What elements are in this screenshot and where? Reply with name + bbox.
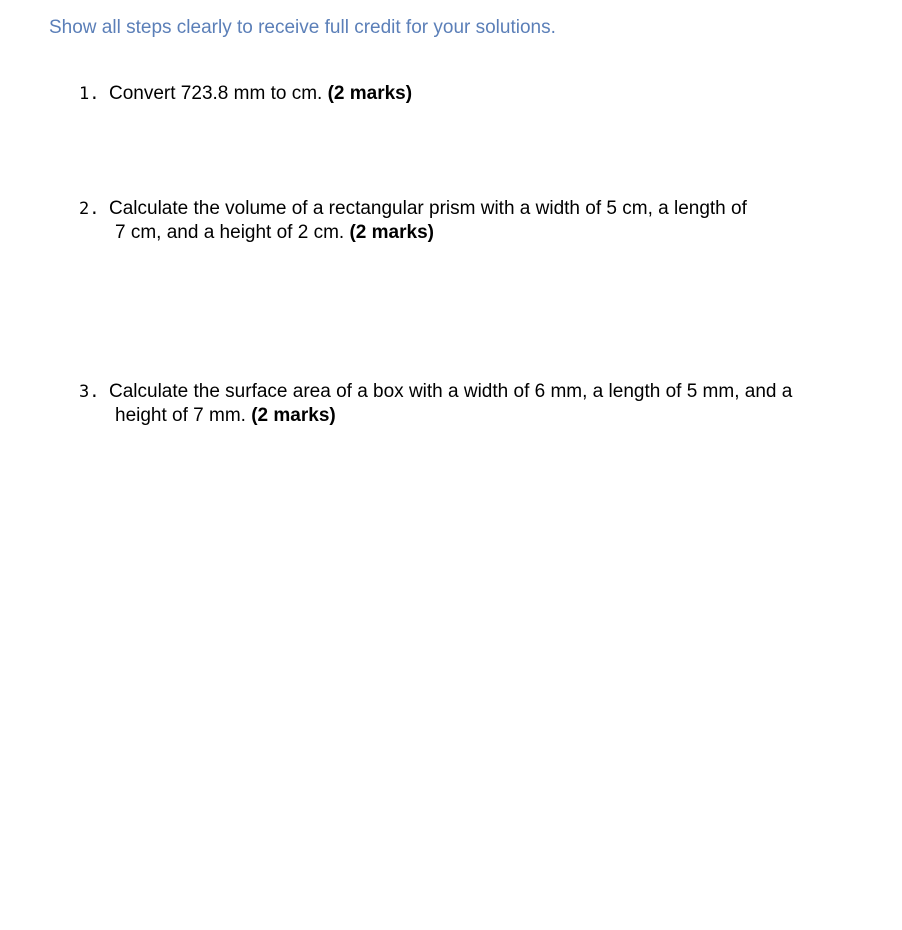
question-line	[109, 404, 869, 428]
question-text	[79, 197, 859, 245]
question-line	[109, 221, 859, 245]
marks-label: (2 marks)	[251, 405, 336, 426]
question-line: Calculate the volume of a rectangular prism with a width of 5 cm, a length of	[109, 198, 747, 219]
question-1	[79, 82, 859, 106]
question-line	[109, 82, 859, 106]
marks-label: (2 marks)	[327, 83, 413, 104]
question-number: 3.	[79, 382, 100, 402]
question-number: 2.	[79, 199, 100, 219]
question-line-text: Convert 723.8 mm to cm.	[109, 83, 323, 104]
question-2	[79, 197, 859, 245]
question-3	[79, 380, 869, 428]
question-line-text: 7 cm, and a height of 2 cm.	[115, 222, 345, 243]
question-text	[79, 380, 869, 428]
question-line-text: height of 7 mm.	[115, 405, 246, 426]
question-line: Calculate the surface area of a box with a width of 6 mm, a length of 5 mm, and a	[109, 381, 793, 402]
marks-label: (2 marks)	[349, 222, 434, 243]
instructions-text: Show all steps clearly to receive full credit for your solutions.	[49, 17, 556, 38]
question-text	[79, 82, 859, 106]
question-number: 1.	[79, 84, 100, 104]
